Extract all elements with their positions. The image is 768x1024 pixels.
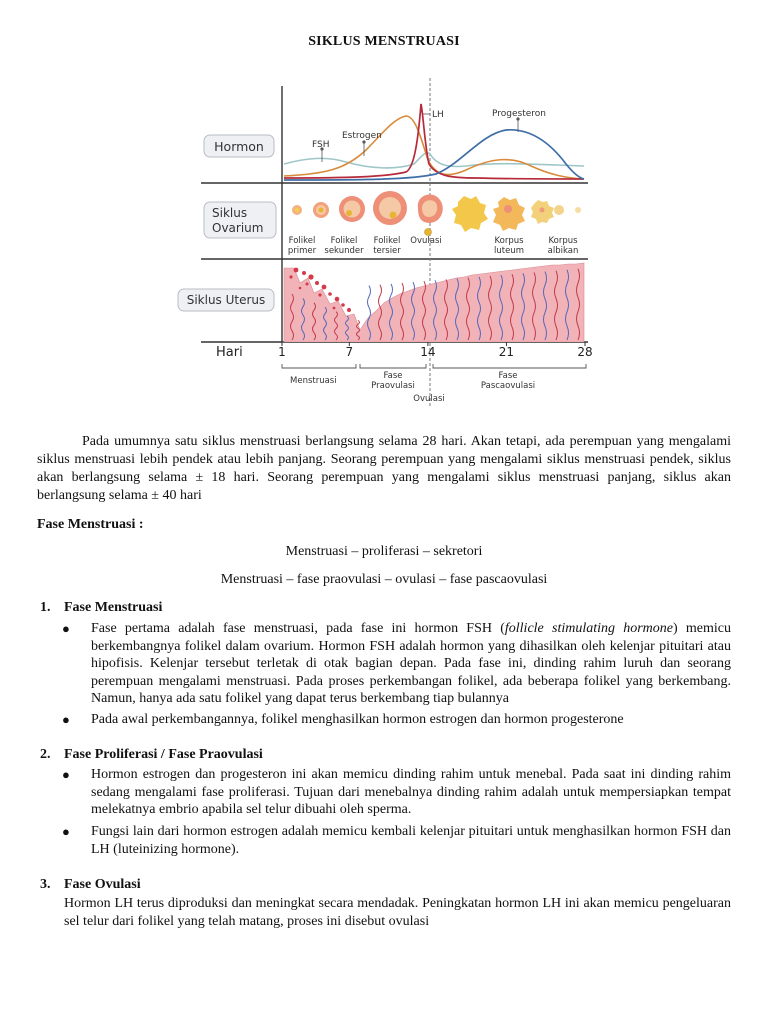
- korpus-luteum-1: [452, 196, 488, 232]
- day-tick-label: 14: [420, 345, 436, 359]
- section-1-bullet-2: ● Pada awal perkembangannya, folikel menghasilkan hormon estrogen dan hormon progesterone: [62, 712, 624, 727]
- section-2-bullet-2: ● Fungsi lain dari hormon estrogen adalah memicu kembali kelenjar pituitari untuk menghasilkan hormon FSH dan LH (luteinizing hormone).: [62, 824, 731, 857]
- follicle-labels: [288, 236, 578, 256]
- phase-menstruasi: Menstruasi: [290, 376, 337, 386]
- svg-text:Hormon: Hormon: [214, 139, 264, 154]
- phase-pascaovulasi-2: Pascaovulasi: [480, 381, 536, 391]
- uterus-label: [178, 289, 274, 311]
- section-number: 1.: [40, 600, 51, 615]
- svg-text:Siklus: Siklus: [212, 206, 248, 220]
- uterus-lining: [284, 263, 584, 342]
- fase-heading: Fase Menstruasi :: [37, 517, 144, 532]
- document-title: SIKLUS MENSTRUASI: [308, 34, 460, 49]
- follicle-label: Folikel: [330, 236, 358, 246]
- day-tick-label: 7: [345, 345, 354, 359]
- intro-paragraph: Pada umumnya satu siklus menstruasi berlangsung selama 28 hari. Akan tetapi, ada perempuan yang mengalami siklus menstruasi lebih pendek atau lebih panjang. Seorang perempuan yang mengalami siklus menstruasi pendek, siklus akan berlangsung selama ± 18 hari. Seorang perempuan yang mengalami siklus menstruasi panjang, siklus akan berlangsung selama ± 40 hari: [37, 434, 731, 503]
- svg-text:Siklus Uterus: Siklus Uterus: [186, 293, 266, 307]
- follicle-tersier-2: [373, 191, 407, 225]
- section-1-heading: [40, 600, 162, 616]
- section-3-heading: [40, 877, 141, 893]
- hormon-label: [204, 135, 274, 157]
- section-number: 2.: [40, 747, 51, 762]
- ovulation-follicle: [418, 194, 443, 235]
- sequence-1: Menstruasi – proliferasi – sekretori: [285, 544, 483, 559]
- section-1-bullet-1: ● Fase pertama adalah fase menstruasi, pada fase ini hormon FSH (follicle stimulating hormone) memicu berkembangnya folikel dalam ovarium. Hormon FSH adalah hormon yang dihasilkan oleh kelenjar pituitari atau hipofisis. Kelenjar tersebut terletak di otak bagian depan. Pada fase ini, dinding rahim luruh dan seorang perempuan mengalami menstruasi. Pada proses perkembangan folikel, ada beberapa folikel yang berkembang. Namun, hanya ada satu folikel yang dapat terus berkembang tiap bulannya: [62, 621, 732, 706]
- section-title: Fase Proliferasi / Fase Praovulasi: [64, 747, 263, 762]
- day-tick-label: 21: [498, 345, 515, 359]
- section-2-bullet-1: ● Hormon estrogen dan progesteron ini akan memicu dinding rahim untuk menebal. Pada saat ini dinding rahim sedang mengalami fase proliferasi. Tujuan dari menebalnya dinding rahim adalah untuk mempersiapkan tempat melekatnya embrio apabila sel telur dibuahi oleh sperma.: [62, 767, 731, 817]
- follicle-label: albikan: [547, 246, 579, 256]
- phase-praovulasi-2: Praovulasi: [371, 381, 415, 391]
- phase-praovulasi-1: Fase: [383, 371, 403, 381]
- day-ticks: [278, 342, 592, 359]
- follicle-label: primer: [287, 246, 317, 256]
- section-title: Fase Menstruasi: [64, 600, 163, 615]
- ovarium-label: [204, 202, 276, 238]
- follicle-label: Korpus: [494, 236, 524, 246]
- follicle-label: Folikel: [288, 236, 316, 246]
- korpus-luteum-2: [493, 197, 525, 231]
- korpus-albikan-2: [554, 205, 581, 215]
- follicle-label: luteum: [494, 246, 524, 256]
- follicle-label: Ovulasi: [410, 236, 442, 246]
- phase-ovulasi: Ovulasi: [413, 394, 445, 404]
- svg-text:Ovarium: Ovarium: [212, 221, 264, 235]
- section-3-body: Hormon LH terus diproduksi dan meningkat secara mendadak. Peningkatan hormon LH ini akan memicu pengeluaran sel telur dari folikel yang telah matang, proses ini disebut ovulasi: [64, 896, 731, 929]
- progesteron-curve: [284, 130, 584, 180]
- estrogen-label: Estrogen: [342, 131, 382, 141]
- section-2-heading: [40, 747, 263, 763]
- follicle-label: tersier: [373, 246, 401, 256]
- phase-pascaovulasi-1: Fase: [498, 371, 518, 381]
- section-title: Fase Ovulasi: [64, 877, 141, 892]
- fsh-label: FSH: [312, 140, 330, 150]
- sequence-2: Menstruasi – fase praovulasi – ovulasi – fase pascaovulasi: [220, 572, 548, 587]
- day-tick-label: 1: [278, 345, 286, 359]
- follicle-primer: [292, 205, 302, 215]
- follicle-label: Korpus: [548, 236, 578, 246]
- fsh-curve: [284, 153, 584, 168]
- menstrual-cycle-diagram: [186, 72, 596, 412]
- follicle-label: Folikel: [373, 236, 401, 246]
- follicle-sekunder: [313, 202, 329, 218]
- follicle-tersier-1: [339, 196, 365, 222]
- section-number: 3.: [40, 877, 51, 892]
- korpus-albikan-1: [531, 200, 554, 224]
- phase-brackets: [282, 364, 586, 368]
- follicle-label: sekunder: [324, 246, 364, 256]
- lh-label: LH: [432, 110, 444, 120]
- day-tick-label: 28: [577, 345, 593, 359]
- hari-label: Hari: [216, 345, 243, 360]
- progesteron-label: Progesteron: [492, 109, 546, 119]
